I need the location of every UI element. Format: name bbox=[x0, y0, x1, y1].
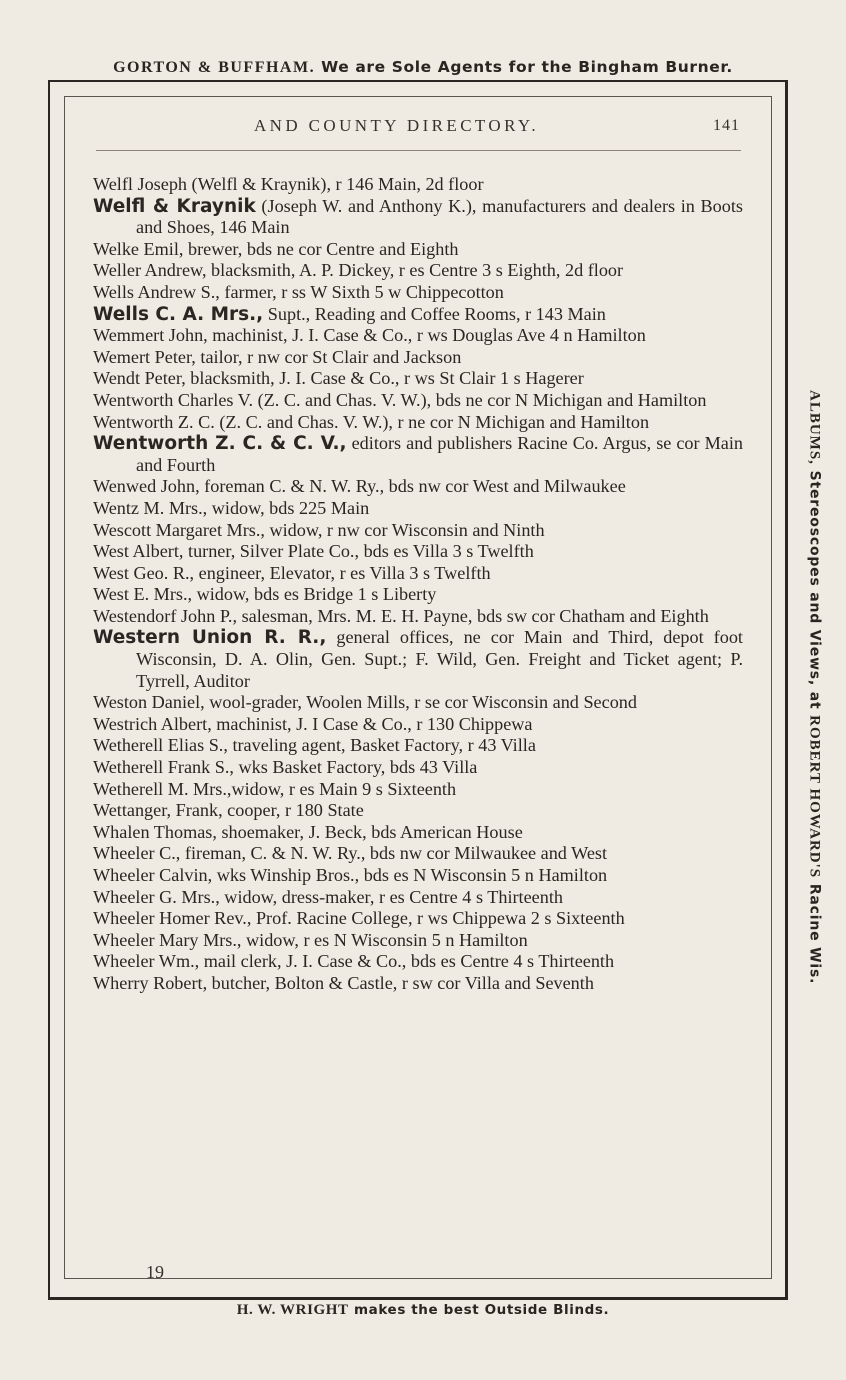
entry-text: Wentz M. Mrs., widow, bds 225 Main bbox=[93, 497, 370, 518]
directory-entry bbox=[93, 584, 743, 606]
entry-text: Wetherell Frank S., wks Basket Factory, bds 43 Villa bbox=[93, 757, 478, 778]
directory-entry bbox=[93, 347, 743, 369]
entry-text: Wheeler G. Mrs., widow, dress-maker, r es Centre 4 s Thirteenth bbox=[93, 886, 563, 907]
directory-entry bbox=[93, 692, 743, 714]
bottom-advert bbox=[0, 1302, 846, 1319]
entry-text: Wetherell M. Mrs.,widow, r es Main 9 s Sixteenth bbox=[93, 778, 457, 799]
top-advert bbox=[0, 58, 846, 77]
directory-entries bbox=[93, 174, 743, 995]
side-advert bbox=[790, 362, 838, 1012]
entry-text: Wenwed John, foreman C. & N. W. Ry., bds nw cor West and Milwaukee bbox=[93, 476, 626, 497]
entry-text: Wheeler Homer Rev., Prof. Racine College, r ws Chippewa 2 s Sixteenth bbox=[93, 908, 625, 929]
side-advert-name: ALBUMS, bbox=[806, 389, 823, 465]
entry-business-name: Wentworth Z. C. & C. V., bbox=[93, 433, 347, 455]
entry-text: Wendt Peter, blacksmith, J. I. Case & Co., r ws St Clair 1 s Hagerer bbox=[93, 368, 584, 389]
directory-entry bbox=[93, 606, 743, 628]
directory-entry bbox=[93, 174, 743, 196]
entry-text: Whalen Thomas, shoemaker, J. Beck, bds American House bbox=[93, 821, 523, 842]
entry-text: Welfl Joseph (Welfl & Kraynik), r 146 Main, 2d floor bbox=[93, 174, 484, 194]
directory-entry bbox=[93, 476, 743, 498]
entry-text: Welke Emil, brewer, bds ne cor Centre and Eighth bbox=[93, 238, 459, 259]
directory-entry bbox=[93, 196, 743, 239]
entry-text: Wheeler Wm., mail clerk, J. I. Case & Co., bds es Centre 4 s Thirteenth bbox=[93, 951, 615, 972]
directory-entry bbox=[93, 563, 743, 585]
side-advert-text-2: Racine Wis. bbox=[806, 883, 823, 985]
page-number: 141 bbox=[713, 117, 740, 134]
directory-entry bbox=[93, 390, 743, 412]
directory-entry bbox=[93, 541, 743, 563]
entry-text: general offices, ne cor Main and Third, depot foot Wisconsin, D. A. Olin, Gen. Supt.; F. Wild, Gen. Freight and Ticket agent; P. Tyrrell, Auditor bbox=[136, 627, 743, 691]
side-advert-text: Stereoscopes and Views, at bbox=[806, 470, 823, 710]
top-advert-text: We are Sole Agents for the Bingham Burner. bbox=[321, 58, 733, 76]
side-advert-name-2: ROBERT HOWARD'S bbox=[806, 715, 823, 879]
entry-business-name: Western Union R. R., bbox=[93, 627, 327, 649]
directory-entry bbox=[93, 735, 743, 757]
directory-entry bbox=[93, 325, 743, 347]
directory-entry bbox=[93, 304, 743, 326]
directory-entry bbox=[93, 973, 743, 995]
directory-entry bbox=[93, 865, 743, 887]
entry-text: Wescott Margaret Mrs., widow, r nw cor Wisconsin and Ninth bbox=[93, 519, 545, 540]
header-rule bbox=[96, 150, 741, 151]
directory-entry bbox=[93, 412, 743, 434]
entry-business-name: Wells C. A. Mrs., bbox=[93, 303, 264, 325]
directory-entry bbox=[93, 951, 743, 973]
entry-text: Westrich Albert, machinist, J. I Case & Co., r 130 Chippewa bbox=[93, 713, 533, 734]
directory-entry bbox=[93, 843, 743, 865]
directory-entry bbox=[93, 520, 743, 542]
entry-text: Weller Andrew, blacksmith, A. P. Dickey, r es Centre 3 s Eighth, 2d floor bbox=[93, 260, 624, 281]
directory-entry bbox=[93, 822, 743, 844]
signature-mark: 19 bbox=[146, 1262, 164, 1282]
entry-business-name: Welfl & Kraynik bbox=[93, 195, 256, 217]
entry-text: Supt., Reading and Coffee Rooms, r 143 Main bbox=[263, 303, 606, 324]
directory-entry bbox=[93, 627, 743, 692]
directory-entry bbox=[93, 498, 743, 520]
entry-text: West Geo. R., engineer, Elevator, r es Villa 3 s Twelfth bbox=[93, 562, 491, 583]
directory-entry bbox=[93, 779, 743, 801]
entry-text: Wheeler Calvin, wks Winship Bros., bds es N Wisconsin 5 n Hamilton bbox=[93, 865, 608, 885]
directory-entry bbox=[93, 800, 743, 822]
running-head: AND COUNTY DIRECTORY. bbox=[254, 116, 540, 135]
entry-text: Wettanger, Frank, cooper, r 180 State bbox=[93, 800, 364, 821]
entry-text: Wherry Robert, butcher, Bolton & Castle, r sw cor Villa and Seventh bbox=[93, 972, 594, 993]
entry-text: Wheeler C., fireman, C. & N. W. Ry., bds nw cor Milwaukee and West bbox=[93, 843, 608, 864]
entry-text: Weston Daniel, wool-grader, Woolen Mills, r se cor Wisconsin and Second bbox=[93, 692, 637, 713]
directory-entry bbox=[93, 239, 743, 261]
entry-text: West E. Mrs., widow, bds es Bridge 1 s Liberty bbox=[93, 584, 437, 605]
entry-text: Wemmert John, machinist, J. I. Case & Co., r ws Douglas Ave 4 n Hamilton bbox=[93, 325, 646, 346]
entry-text: Wentworth Charles V. (Z. C. and Chas. V. W.), bds ne cor N Michigan and Hamilton bbox=[93, 389, 707, 410]
directory-entry bbox=[93, 757, 743, 779]
top-advert-name: GORTON & BUFFHAM. bbox=[113, 59, 316, 76]
bottom-advert-text: makes the best Outside Blinds. bbox=[353, 1302, 610, 1318]
directory-entry bbox=[93, 260, 743, 282]
directory-entry bbox=[93, 282, 743, 304]
entry-text: (Joseph W. and Anthony K.), manufacturers and dealers in Boots and Shoes, 146 Main bbox=[136, 195, 743, 238]
entry-text: Wentworth Z. C. (Z. C. and Chas. V. W.), r ne cor N Michigan and Hamilton bbox=[93, 411, 650, 432]
directory-entry bbox=[93, 368, 743, 390]
entry-text: Wheeler Mary Mrs., widow, r es N Wisconsin 5 n Hamilton bbox=[93, 929, 528, 950]
entry-text: Wells Andrew S., farmer, r ss W Sixth 5 w Chippecotton bbox=[93, 281, 504, 302]
directory-entry bbox=[93, 433, 743, 476]
entry-text: Wemert Peter, tailor, r nw cor St Clair and Jackson bbox=[93, 346, 462, 367]
entry-text: West Albert, turner, Silver Plate Co., bds es Villa 3 s Twelfth bbox=[93, 541, 534, 562]
directory-entry bbox=[93, 714, 743, 736]
bottom-advert-name: H. W. WRIGHT bbox=[236, 1302, 349, 1318]
directory-entry bbox=[93, 887, 743, 909]
entry-text: Wetherell Elias S., traveling agent, Basket Factory, r 43 Villa bbox=[93, 735, 536, 756]
entry-text: Westendorf John P., salesman, Mrs. M. E. H. Payne, bds sw cor Chatham and Eighth bbox=[93, 605, 709, 626]
directory-entry bbox=[93, 908, 743, 930]
entry-text: editors and publishers Racine Co. Argus, se cor Main and Fourth bbox=[136, 433, 743, 475]
directory-entry bbox=[93, 930, 743, 952]
